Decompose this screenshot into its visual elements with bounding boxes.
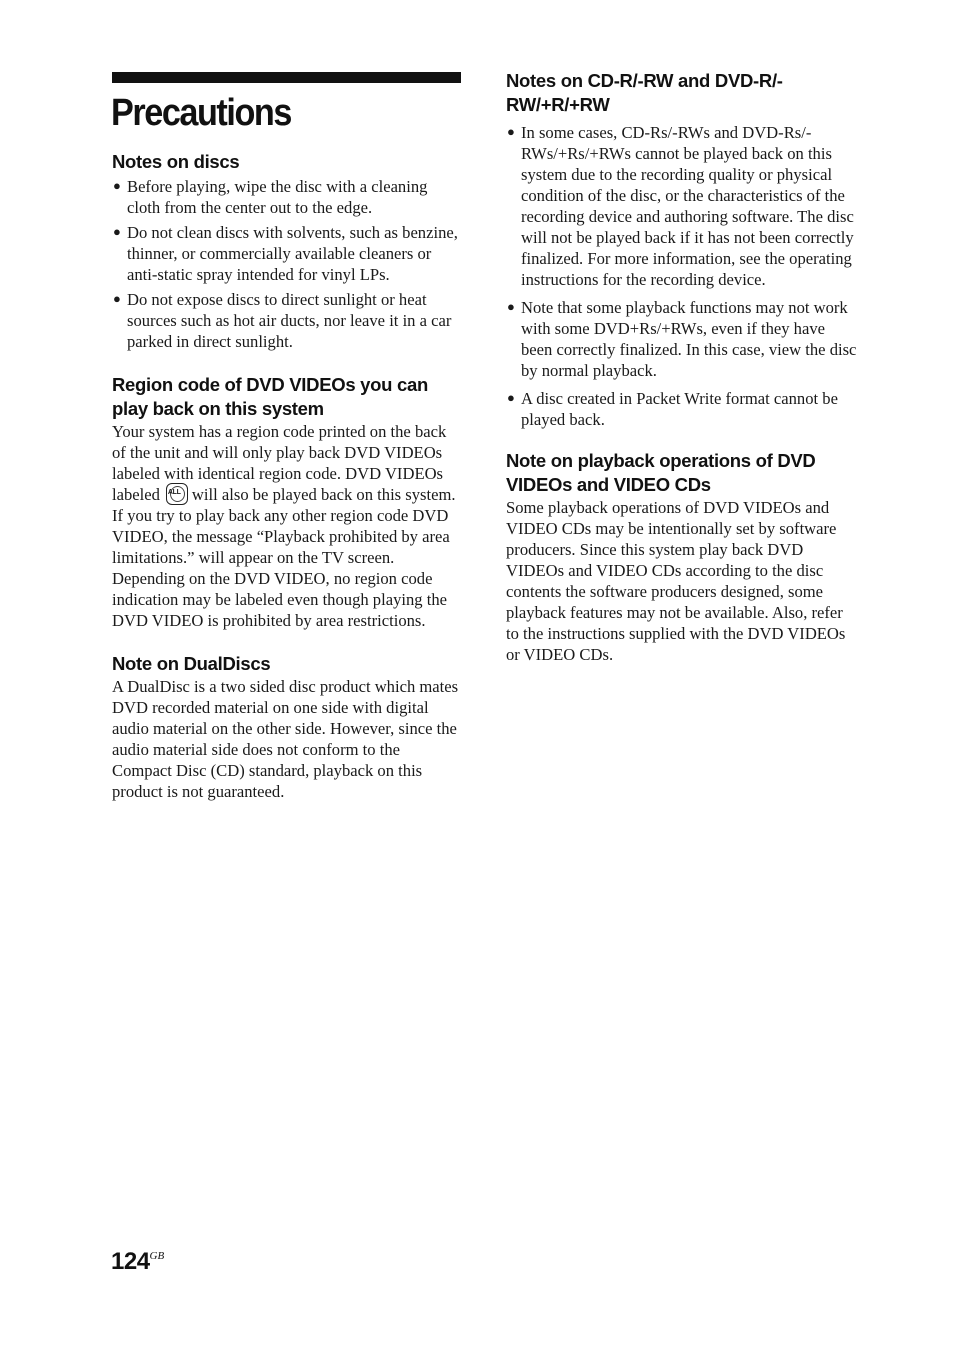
bullet-icon: ● [507,299,515,314]
section-heading-cdr: Notes on CD-R/-RW and DVD-R/-RW/+R/+RW [506,70,783,115]
section-heading-region: Region code of DVD VIDEOs you can play back on this system [112,374,428,419]
section-playback-operations [506,449,858,665]
list-item: ● Do not expose discs to direct sunlight or heat sources such as hot air ducts, nor leave it in a car parked in direct sunlight. [113,290,452,351]
list-item: ● Before playing, wipe the disc with a cleaning cloth from the center out to the edge. [113,177,428,217]
section-dualdisc [112,652,464,802]
region-all-icon: ALL [166,483,188,505]
section-heading-discs: Notes on discs [112,151,240,172]
section-heading-playback: Note on playback operations of DVD VIDEOs and VIDEO CDs [506,450,816,495]
bullet-icon: ● [113,224,121,239]
bullet-icon: ● [113,178,121,193]
page-title: Precautions [111,92,291,134]
list-item: ● In some cases, CD-Rs/-RWs and DVD-Rs/-RWs/+Rs/+RWs cannot be played back on this system due to the recording quality or physical condition of the disc, or the characteristics of the recording device and authoring software. The disc will not be played back if it has not been correctly finalized. For more information, see the operating instructions for the recording device. [507,123,854,289]
region-paragraph-1: Your system has a region code printed on the back of the unit and will only play back DVD VIDEOs labeled with identical region code. DVD VIDEOs labeled ALL will also be played back on this system. [112,422,456,504]
list-item: ● A disc created in Packet Write format cannot be played back. [507,389,838,429]
cdr-list [506,122,858,430]
list-item: ● Do not clean discs with solvents, such as benzine, thinner, or commercially available cleaners or anti-static spray intended for vinyl LPs. [113,223,458,284]
left-column [112,150,464,802]
right-column [506,69,858,665]
region-paragraph-2: If you try to play back any other region code DVD VIDEO, the message “Playback prohibited by area limitations.” will appear on the TV screen. Depending on the DVD VIDEO, no region code indication may be labeled even though playing the DVD VIDEO is prohibited by area restrictions. [112,506,450,631]
list-item: ● Note that some playback functions may not work with some DVD+Rs/+RWs, even if they have been correctly finalized. In this case, view the disc by normal playback. [507,298,857,380]
bullet-icon: ● [507,124,515,139]
section-notes-on-discs [112,150,464,352]
bullet-icon: ● [507,390,515,405]
title-rule [112,72,461,83]
bullet-icon: ● [113,291,121,306]
section-heading-dualdisc: Note on DualDiscs [112,653,271,675]
section-cdr-dvdr [506,69,858,430]
playback-paragraph: Some playback operations of DVD VIDEOs and VIDEO CDs may be intentionally set by software producers. Since this system play back DVD VIDEOs and VIDEO CDs according to the disc contents the software producers designed, some playback features may not be available. Also, refer to the instructions supplied with the DVD VIDEOs or VIDEO CDs. [506,498,846,664]
page-number-suffix: GB [149,1250,165,1262]
page-number: $124^{GB}$ [111,1248,165,1275]
dualdisc-paragraph: A DualDisc is a two sided disc product which mates DVD recorded material on one side with digital audio material on the other side. However, since the audio material side does not conform to the Compact Disc (CD) standard, playback on this product is not guaranteed. [112,677,459,802]
discs-list [112,176,464,352]
section-region-code [112,373,464,631]
